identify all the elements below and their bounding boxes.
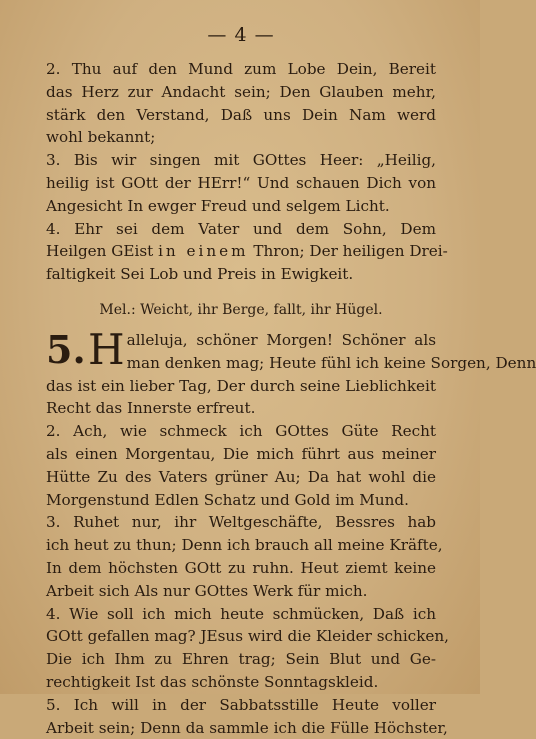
text-line: alleluja, schöner Morgen! Schöner als <box>126 330 436 349</box>
text-line: 5. Ich will in der Sabbatsstille Heute voller <box>46 695 436 714</box>
text-line: heilig ist GOtt der HErr!“ Und schauen Dich von <box>46 173 436 192</box>
text-line: faltigkeit Sei Lob und Preis in Ewigkeit. <box>46 265 354 284</box>
text-line: GOtt gefallen mag? JEsus wird die Kleider schicken, <box>46 627 449 646</box>
emphasized-text: in einem <box>158 242 249 261</box>
text-line: rechtigkeit Ist das schönste Sonntagskleid. <box>46 672 379 691</box>
text-fragment: Thron; Der heiligen Drei- <box>253 242 448 261</box>
drop-cap: H <box>88 324 125 374</box>
text-line: als einen Morgentau, Die mich führt aus meiner <box>46 444 436 463</box>
text-line: Arbeit sein; Denn da sammle ich die Fülle Höchster, <box>46 718 448 737</box>
text-line: das ist ein lieber Tag, Der durch seine Lieblichkeit <box>46 376 436 395</box>
text-line: Angesicht In ewger Freud und selgem Licht. <box>46 196 390 215</box>
hymn-number: 5. <box>46 326 86 372</box>
hymn-header <box>46 324 536 375</box>
text-line: Arbeit sich Als nur GOttes Werk für mich. <box>46 581 368 600</box>
text-line: 4. Wie soll ich mich heute schmücken, Daß ich <box>46 604 436 623</box>
text-line: Recht das Innerste erfreut. <box>46 399 256 418</box>
text-line: Morgenstund Edlen Schatz und Gold im Mund. <box>46 490 409 509</box>
text-line: ich heut zu thun; Denn ich brauch all meine Kräfte, <box>46 536 443 555</box>
text-line: 3. Bis wir singen mit GOttes Heer: „Heilig, <box>46 151 436 170</box>
hymn-5 <box>46 324 536 739</box>
text-line: 3. Ruhet nur, ihr Weltgeschäfte, Bessres hab <box>46 513 436 532</box>
text-line: In dem höchsten GOtt zu ruhn. Heut ziemt keine <box>46 558 436 577</box>
text-line: das Herz zur Andacht sein; Den Glauben mehr, <box>46 82 436 101</box>
hymn-first-lines <box>126 328 536 375</box>
melody-note: Mel.: Weicht, ihr Berge, fallt, ihr Hügel. <box>99 301 383 318</box>
text-line: wohl bekannt; <box>46 128 156 147</box>
previous-hymn-stanzas <box>46 58 448 286</box>
text-line: Die ich Ihm zu Ehren trag; Sein Blut und Ge- <box>46 650 436 669</box>
text-line: man denken mag; Heute fühl ich keine Sorgen, Denn <box>126 353 536 372</box>
text-line: 2. Thu auf den Mund zum Lobe Dein, Bereit <box>46 60 436 78</box>
text-line: 4. Ehr sei dem Vater und dem Sohn, Dem <box>46 219 436 238</box>
text-line: 2. Ach, wie schmeck ich GOttes Güte Recht <box>46 422 436 441</box>
text-line: stärk den Verstand, Daß uns Dein Nam werd <box>46 105 436 124</box>
text-fragment: Heilgen GEist <box>46 242 154 261</box>
page-number: — 4 — <box>207 24 275 46</box>
text-line: Hütte Zu des Vaters grüner Au; Da hat wohl die <box>46 467 436 486</box>
text-line <box>46 240 448 263</box>
